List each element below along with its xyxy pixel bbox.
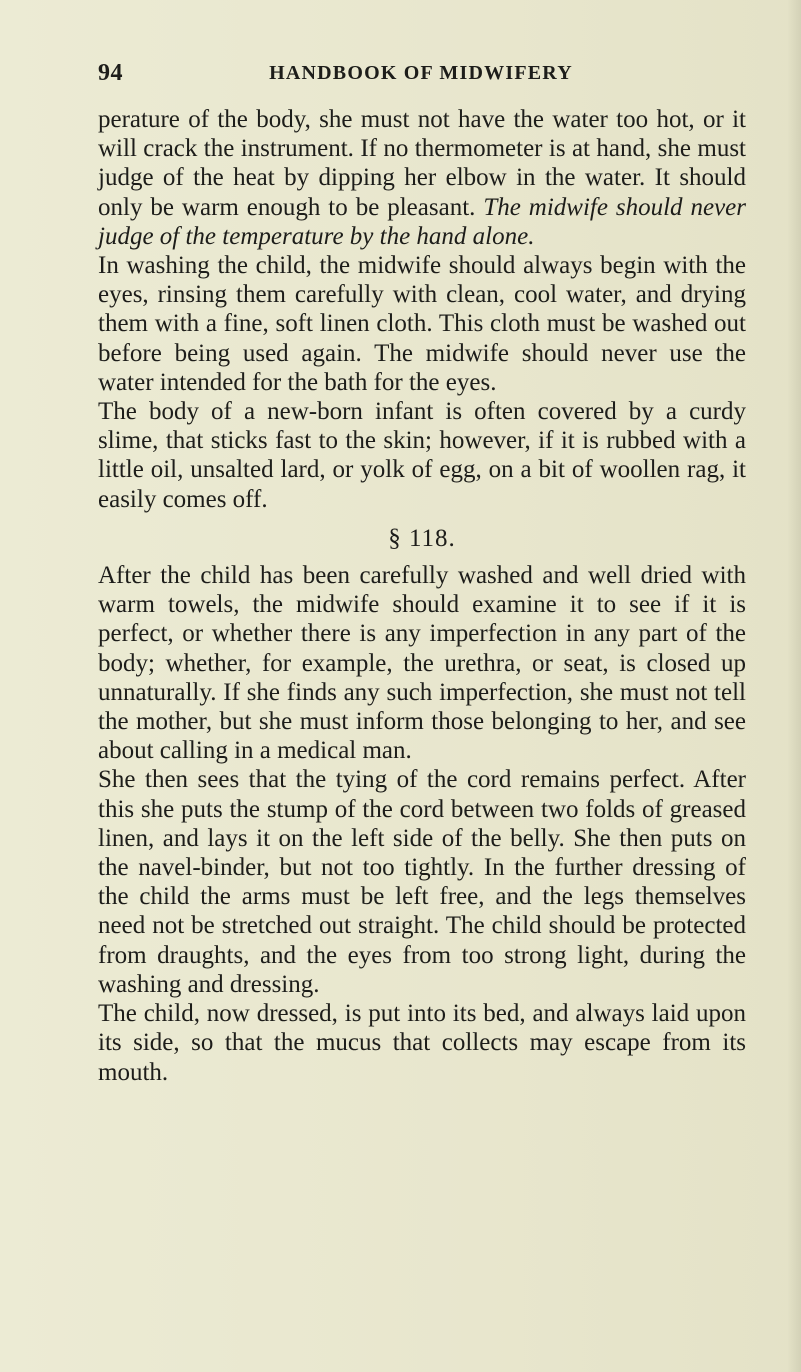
page-number: 94 (98, 60, 123, 86)
page-header (98, 60, 744, 90)
paragraph-3: The body of a new-born infant is often covered by a curdy slime, that sticks fast to the skin; however, if it is rubbed with a little oil, unsalted lard, or yolk of egg, on a bit of woollen rag, it easily comes off. (98, 398, 746, 513)
paragraph-1-emphasis: The midwife should never judge of the temperature by the hand alone. (98, 193, 746, 250)
running-title: HANDBOOK OF MIDWIFERY (269, 62, 573, 84)
paragraph-5: She then sees that the tying of the cord remains perfect. After this she puts the stump of the cord between two folds of greased linen, and lays it on the left side of the belly. She then puts on the navel-binder, but not too tightly. In the further dressing of the child the arms must be left free, and the legs themselves need not be stretched out straight. The child should be protected from draughts, and the eyes from too strong light, during the washing and dressing. (98, 766, 746, 998)
paragraph-6: The child, now dressed, is put into its bed, and always laid upon its side, so that the mucus that collects may escape from its mouth. (98, 1000, 746, 1086)
paragraph-4: After the child has been carefully washed and well dried with warm towels, the midwife should examine it to see if it is perfect, or whether there is any imperfection in any part of the body; whether, for example, the urethra, or seat, is closed up unnaturally. If she finds any such imperfection, she must not tell the mother, but she must inform those belonging to her, and see about calling in a medical man. (98, 562, 746, 765)
paragraph-2: In washing the child, the midwife should always begin with the eyes, rinsing them carefully with clean, cool water, and drying them with a fine, soft linen cloth. This cloth must be washed out before being used again. The midwife should never use the water intended for the bath for the eyes. (98, 252, 746, 396)
paragraph-1-text: perature of the body, she must not have the water too hot, or it will crack the instrument. If no thermometer is at hand, she must judge of the heat by dipping her elbow in the water. It should only be warm enough to be pleasant. (98, 106, 746, 221)
paragraph-1 (98, 105, 746, 251)
section-heading: § 118. (388, 524, 456, 552)
page-edge-shadow (787, 0, 801, 1372)
body-text (98, 105, 746, 1087)
